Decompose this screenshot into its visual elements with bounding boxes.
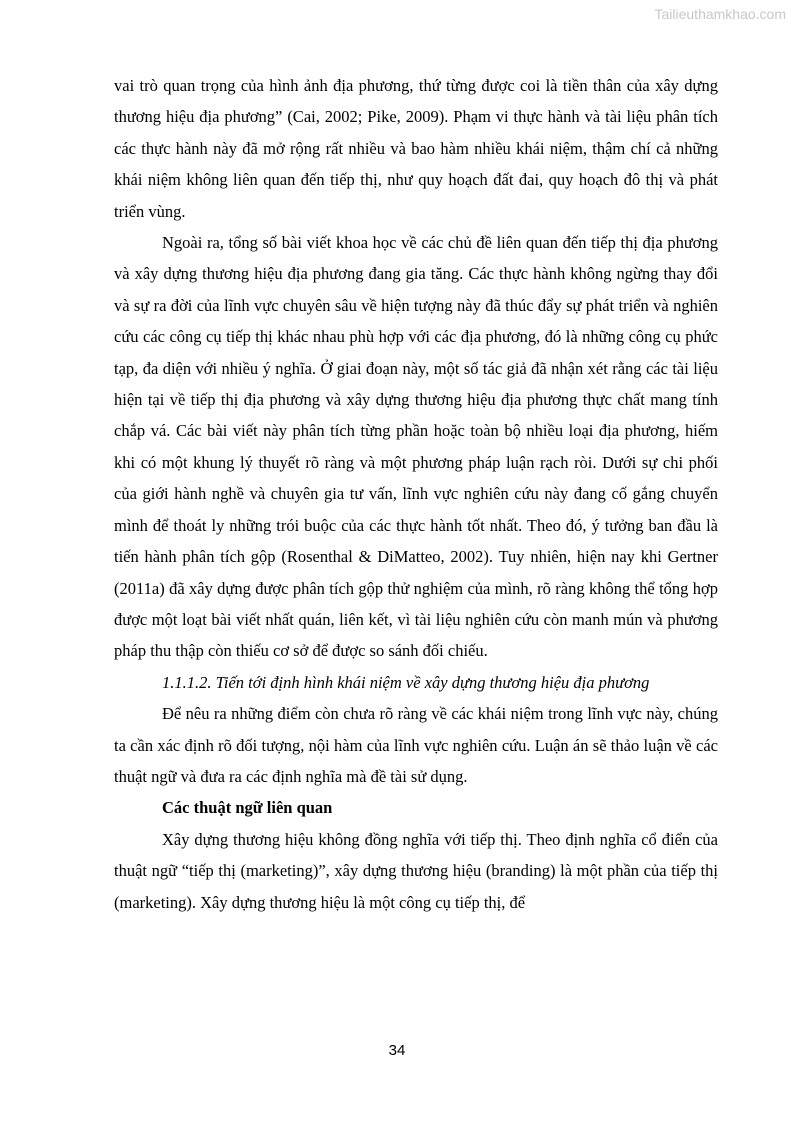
watermark-text: Tailieuthamkhao.com	[654, 6, 786, 22]
section-heading-bold: Các thuật ngữ liên quan	[162, 798, 333, 818]
section-subheading: 1.1.1.2. Tiến tới định hình khái niệm về xây dựng thương hiệu địa phương	[162, 672, 650, 692]
paragraph-3: Để nêu ra những điểm còn chưa rõ ràng về các khái niệm trong lĩnh vực này, chúng ta cần xác định rõ đối tượng, nội hàm của lĩnh vực nghiên cứu. Luận án sẽ thảo luận về các thuật ngữ và đưa ra các định nghĩa mà đề tài sử dụng.	[114, 704, 718, 786]
paragraph-2: Ngoài ra, tổng số bài viết khoa học về các chủ đề liên quan đến tiếp thị địa phương và xây dựng thương hiệu địa phương đang gia tăng. Các thực hành không ngừng thay đổi và sự ra đời của lĩnh vực chuyên sâu về hiện tượng này đã thúc đẩy sự phát triển và nghiên cứu các công cụ tiếp thị khác nhau phù hợp với các địa phương, đó là những công cụ phức tạp, đa diện với nhiều ý nghĩa. Ở giai đoạn này, một số tác giả đã nhận xét rằng các tài liệu hiện tại về tiếp thị địa phương và xây dựng thương hiệu địa phương thực chất mang tính chắp vá. Các bài viết này phân tích từng phần hoặc toàn bộ nhiều loại địa phương, hiếm khi có một khung lý thuyết rõ ràng và một phương pháp luận rạch ròi. Dưới sự chi phối của giới hành nghề và chuyên gia tư vấn, lĩnh vực nghiên cứu này đang cố gắng chuyển mình để thoát ly những trói buộc của các thực hành tốt nhất. Theo đó, ý tưởng ban đầu là tiến hành phân tích gộp (Rosenthal & DiMatteo, 2002). Tuy nhiên, hiện nay khi Gertner (2011a) đã xây dựng được phân tích gộp thử nghiệm của mình, rõ ràng không thể tổng hợp được một loạt bài viết nhất quán, liên kết, vì tài liệu nghiên cứu còn manh mún và phương pháp thu thập còn thiếu cơ sở để được so sánh đối chiếu.	[114, 233, 718, 661]
paragraph-4: Xây dựng thương hiệu không đồng nghĩa với tiếp thị. Theo định nghĩa cổ điển của thuật ngữ “tiếp thị (marketing)”, xây dựng thương hiệu (branding) là một phần của tiếp thị (marketing). Xây dựng thương hiệu là một công cụ tiếp thị, để	[114, 829, 718, 912]
document-body	[114, 70, 718, 918]
page-number: 34	[388, 1042, 406, 1059]
paragraph-1: vai trò quan trọng của hình ảnh địa phương, thứ từng được coi là tiền thân của xây dựng thương hiệu địa phương” (Cai, 2002; Pike, 2009). Phạm vi thực hành và tài liệu phân tích các thực hành này đã mở rộng rất nhiều và bao hàm nhiều khái niệm, thậm chí cả những khái niệm không liên quan đến tiếp thị, như quy hoạch đất đai, quy hoạch đô thị và phát triển vùng.	[114, 76, 718, 221]
